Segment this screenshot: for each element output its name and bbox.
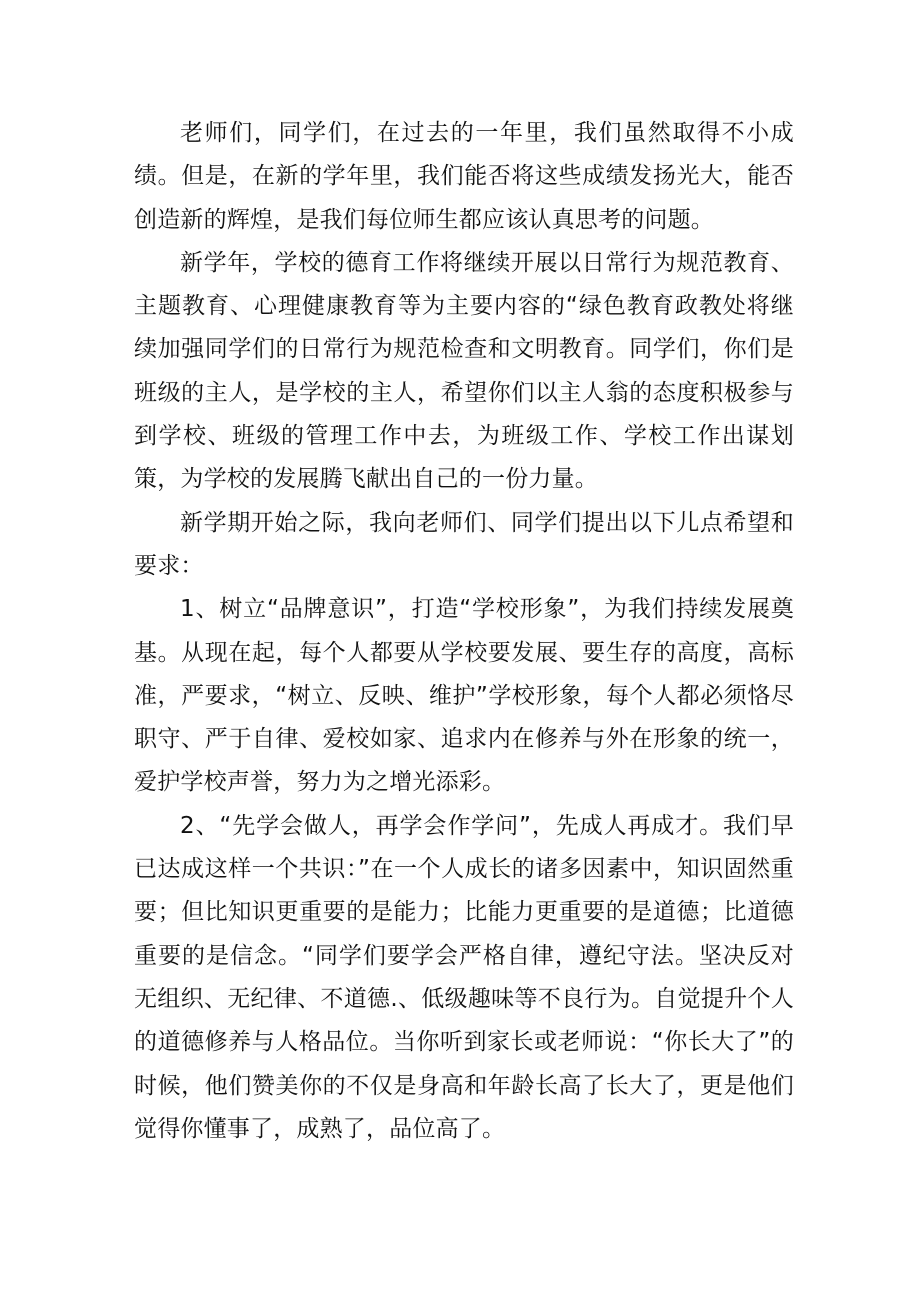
paragraph-point-1: 1、树立“品牌意识”，打造“学校形象”，为我们持续发展奠基。从现在起，每个人都要从学校要发展、要生存的高度，高标准，严要求，“树立、反映、维护”学校形象，每个人都必须恪尽职守、严于自律、爱校如家、追求内在修养与外在形象的统一，爱护学校声誉，努力为之增光添彩。 [134,596,794,796]
paragraph-intro: 老师们，同学们，在过去的一年里，我们虽然取得不小成绩。但是，在新的学年里，我们能否将这些成绩发扬光大，能否创造新的辉煌，是我们每位师生都应该认真思考的问题。 [134,120,794,233]
body-text [134,112,794,1151]
paragraph-moral-education: 新学年，学校的德育工作将继续开展以日常行为规范教育、主题教育、心理健康教育等为主要内容的“绿色教育政教处将继续加强同学们的日常行为规范检查和文明教育。同学们，你们是班级的主人，是学校的主人，希望你们以主人翁的态度积极参与到学校、班级的管理工作中去，为班级工作、学校工作出谋划策，为学校的发展腾飞献出自己的一份力量。 [134,249,794,493]
paragraph-hopes-intro: 新学期开始之际，我向老师们、同学们提出以下儿点希望和要求： [134,509,794,579]
paragraph-point-2: 2、“先学会做人，再学会作学问”，先成人再成才。我们早已达成这样一个共识：”在一个人成长的诸多因素中，知识固然重要；但比知识更重要的是能力；比能力更重要的是道德；比道德重要的是信念。“同学们要学会严格自律，遵纪守法。坚决反对无组织、无纪律、不道德.、低级趣味等不良行为。自觉提升个人的道德修养与人格品位。当你听到家长或老师说：“你长大了”的时候，他们赞美你的不仅是身高和年龄长高了长大了，更是他们觉得你懂事了，成熟了，品位高了。 [134,812,794,1142]
